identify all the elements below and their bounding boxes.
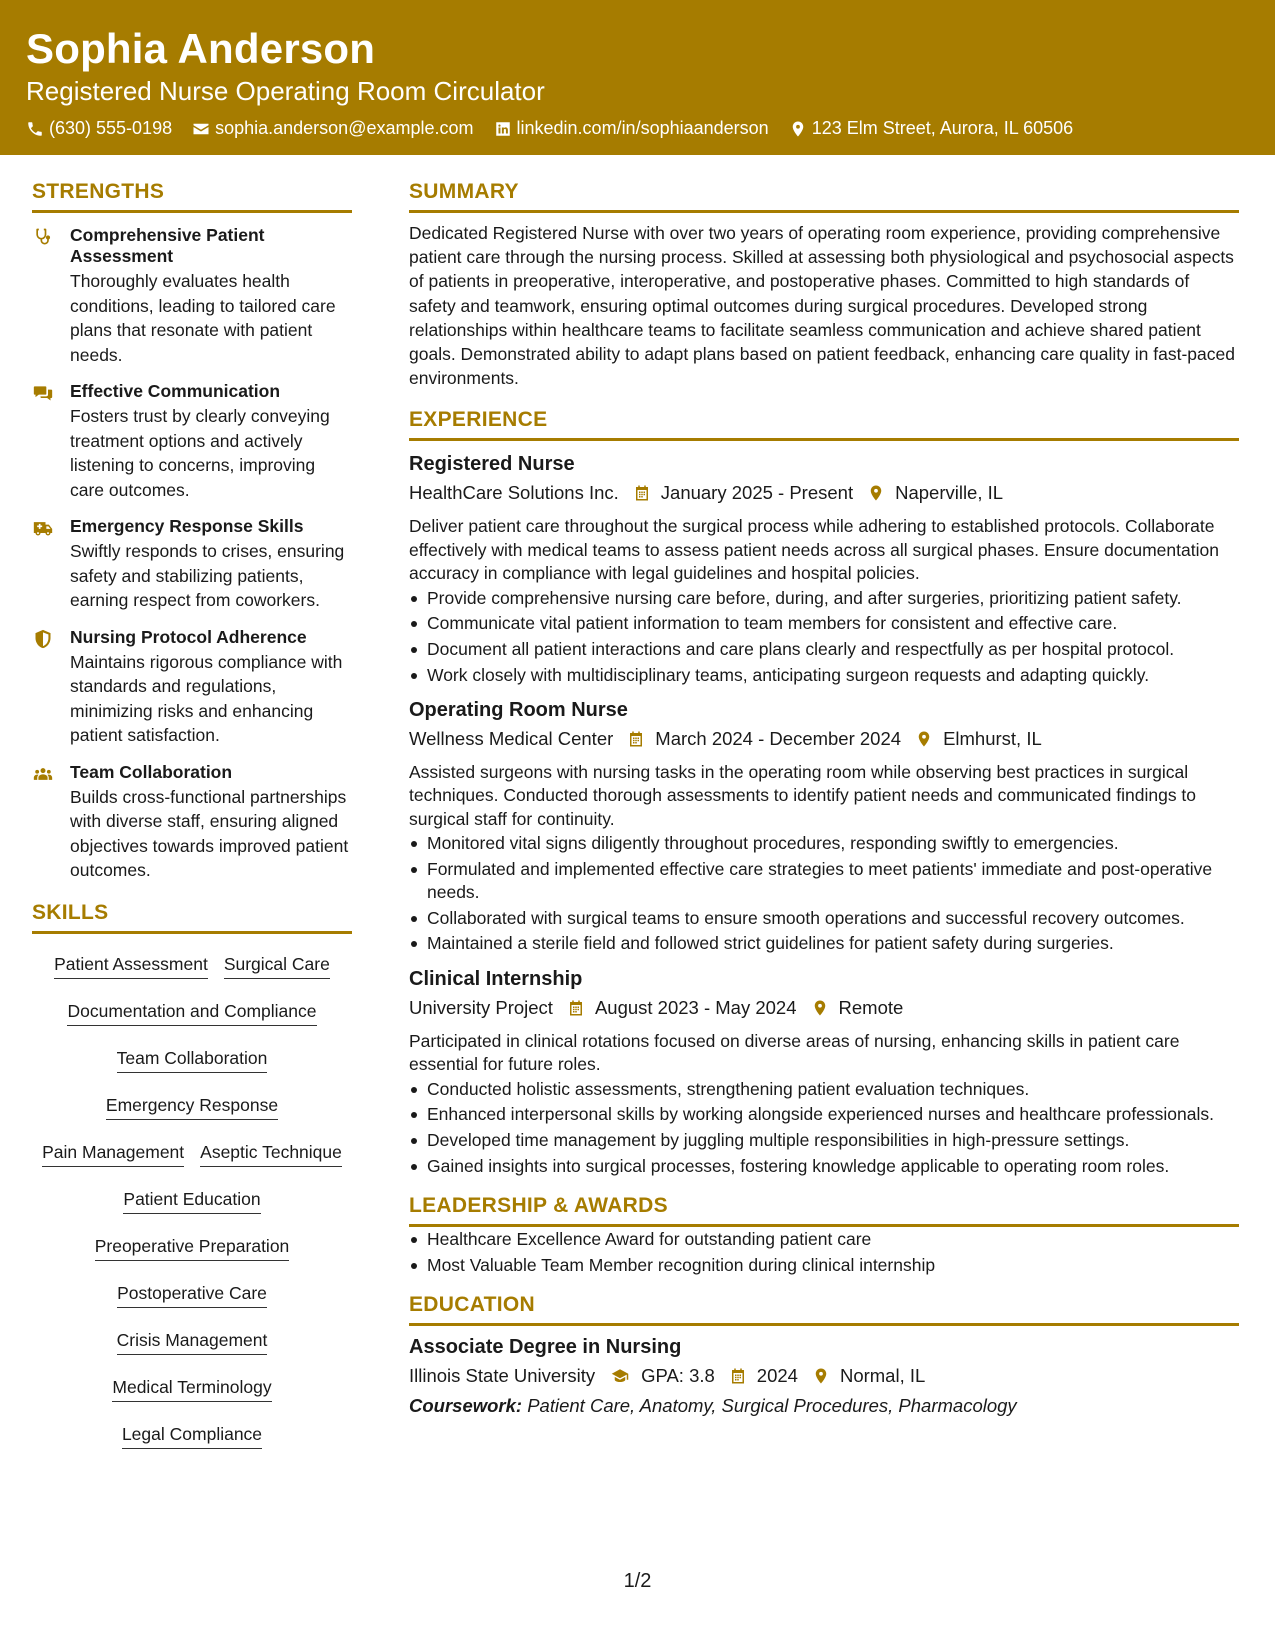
graduation-cap-icon	[609, 1367, 631, 1385]
phone-text: (630) 555-0198	[49, 118, 173, 138]
contact-phone	[26, 118, 172, 139]
skills-heading: SKILLS	[32, 899, 352, 934]
bullet-item: Developed time management by juggling multiple responsibilities in high-pressure settings.	[409, 1129, 1239, 1152]
strength-item	[32, 516, 352, 613]
comments-icon	[32, 383, 54, 403]
skill-tag: Legal Compliance	[122, 1420, 262, 1449]
strength-name: Nursing Protocol Adherence	[70, 626, 307, 647]
job-title: Registered Nurse	[409, 453, 575, 476]
school-location: Normal, IL	[839, 1364, 926, 1386]
strength-item	[32, 225, 352, 367]
skills-list	[32, 944, 352, 1461]
strength-name: Effective Communication	[70, 381, 281, 401]
email-text[interactable]: sophia.anderson@example.com	[215, 118, 474, 138]
job-description: Participated in clinical rotations focused on diverse areas of nursing, enhancing skills in patient care essential for future roles.	[409, 1030, 1180, 1075]
strength-item	[32, 627, 352, 748]
school-name: Illinois State University	[409, 1364, 596, 1386]
bullet-item: Provide comprehensive nursing care before, during, and after surgeries, prioritizing patient safety.	[409, 587, 1239, 610]
job-bullets	[409, 1078, 1239, 1178]
strengths-list	[32, 225, 352, 883]
job-company: University Project	[409, 996, 553, 1018]
skill-tag: Crisis Management	[117, 1326, 268, 1355]
leadership-heading: LEADERSHIP & AWARDS	[409, 1192, 1239, 1227]
bullet-item: Maintained a sterile field and followed strict guidelines for patient safety during surgeries.	[409, 932, 1239, 955]
job-description: Deliver patient care throughout the surgical process while adhering to established protocols. Collaborate effectively with medical teams to assess patient needs across all surgical phases. Ensure documentation accuracy in compliance with legal guidelines and hospital policies.	[409, 516, 1219, 584]
summary-heading: SUMMARY	[409, 178, 1239, 213]
resume-header	[0, 0, 1275, 155]
bullet-item: Document all patient interactions and care plans clearly and respectfully as per hospital protocol.	[409, 638, 1239, 661]
experience-heading: EXPERIENCE	[409, 406, 1239, 441]
job-entry	[409, 451, 1239, 687]
job-meta	[409, 994, 1239, 1022]
award-item: Healthcare Excellence Award for outstanding patient care	[409, 1228, 1239, 1251]
skill-tag: Emergency Response	[106, 1091, 278, 1120]
page-number: 1/2	[623, 1570, 652, 1592]
skills-section	[32, 899, 352, 1461]
strength-item	[32, 381, 352, 502]
contact-linkedin[interactable]	[494, 118, 769, 139]
award-item: Most Valuable Team Member recognition during clinical internship	[409, 1254, 1239, 1277]
job-meta	[409, 479, 1239, 507]
strength-name: Emergency Response Skills	[70, 516, 304, 536]
job-dates: March 2024 - December 2024	[655, 727, 902, 749]
left-column	[32, 178, 352, 1461]
location-pin-icon	[915, 730, 933, 748]
summary-text: Dedicated Registered Nurse with over two years of operating room experience, providing comprehensive patient care through the nursing process. Skilled at assessing both physiological and psychosocial aspects of patients in preoperative, interoperative, and postoperative phases. Committed to high standards of safety and teamwork, ensuring optimal outcomes during surgical procedures. Developed strong relationships within healthcare teams to facilitate seamless communication and achieve shared patient goals. Demonstrated ability to adapt plans based on patient feedback, enhancing care quality in fast-paced environments.	[409, 223, 1235, 389]
strength-desc: Swiftly responds to crises, ensuring safety and stabilizing patients, earning respect from coworkers.	[70, 541, 345, 610]
job-company: HealthCare Solutions Inc.	[409, 482, 619, 504]
skill-tag: Aseptic Technique	[200, 1138, 342, 1167]
skill-tag: Surgical Care	[224, 950, 330, 979]
contact-address	[789, 118, 1074, 139]
strengths-heading: STRENGTHS	[32, 178, 352, 213]
job-entry	[409, 966, 1239, 1178]
contact-email[interactable]	[192, 118, 473, 139]
education-meta	[409, 1362, 1239, 1390]
bullet-item: Formulated and implemented effective care strategies to meet patients' immediate and post-operative needs.	[409, 858, 1239, 904]
linkedin-text[interactable]: linkedin.com/in/sophiaanderson	[516, 118, 769, 138]
location-pin-icon	[789, 120, 807, 138]
bullet-item: Work closely with multidisciplinary teams, anticipating surgeon requests and adapting quickly.	[409, 664, 1239, 687]
bullet-item: Collaborated with surgical teams to ensure smooth operations and successful recovery outcomes.	[409, 907, 1239, 930]
skill-tag: Team Collaboration	[117, 1044, 268, 1073]
strength-name: Comprehensive Patient Assessment	[70, 225, 265, 266]
job-bullets	[409, 832, 1239, 956]
job-dates: January 2025 - Present	[660, 482, 854, 504]
coursework-label: Coursework:	[409, 1394, 523, 1416]
candidate-title: Registered Nurse Operating Room Circulator	[26, 76, 545, 106]
job-meta	[409, 725, 1239, 753]
skill-tag: Pain Management	[42, 1138, 184, 1167]
skill-tag: Postoperative Care	[117, 1279, 267, 1308]
calendar-icon	[633, 484, 651, 502]
job-description: Assisted surgeons with nursing tasks in the operating room while observing best practices in surgical techniques. Conducted thorough assessments to identify patient needs and communicated findings to surgical staff for continuity.	[409, 761, 1197, 829]
address-text: 123 Elm Street, Aurora, IL 60506	[811, 118, 1074, 138]
job-dates: August 2023 - May 2024	[594, 996, 797, 1018]
linkedin-icon	[494, 120, 512, 138]
stethoscope-icon	[32, 227, 54, 247]
envelope-icon	[192, 120, 210, 138]
coursework	[409, 1392, 1239, 1420]
degree-title: Associate Degree in Nursing	[409, 1335, 682, 1358]
leadership-list	[409, 1228, 1239, 1277]
phone-icon	[26, 120, 44, 138]
ambulance-icon	[32, 518, 54, 538]
bullet-item: Communicate vital patient information to team members for consistent and effective care.	[409, 612, 1239, 635]
users-icon	[32, 764, 54, 784]
skill-tag: Documentation and Compliance	[67, 997, 316, 1026]
shield-icon	[32, 629, 54, 649]
skill-tag: Patient Education	[123, 1185, 260, 1214]
candidate-name: Sophia Anderson	[26, 25, 376, 72]
calendar-icon	[567, 999, 585, 1017]
job-location: Elmhurst, IL	[943, 727, 1042, 749]
bullet-item: Conducted holistic assessments, strengthening patient evaluation techniques.	[409, 1078, 1239, 1101]
right-column	[409, 178, 1239, 1420]
location-pin-icon	[867, 484, 885, 502]
strength-name: Team Collaboration	[70, 761, 233, 782]
gpa-value: GPA: 3.8	[641, 1364, 715, 1386]
job-location: Naperville, IL	[895, 482, 1004, 504]
location-pin-icon	[811, 999, 829, 1017]
skill-tag: Preoperative Preparation	[95, 1232, 290, 1261]
strength-item	[32, 762, 352, 883]
education-section	[409, 1291, 1239, 1420]
graduation-year: 2024	[756, 1364, 798, 1386]
job-bullets	[409, 587, 1239, 687]
education-heading: EDUCATION	[409, 1291, 1239, 1326]
strength-desc: Builds cross-functional partnerships with diverse staff, ensuring aligned objectives towards improved patient outcomes.	[70, 786, 349, 880]
bullet-item: Enhanced interpersonal skills by working alongside experienced nurses and healthcare professionals.	[409, 1103, 1239, 1126]
calendar-icon	[627, 730, 645, 748]
location-pin-icon	[812, 1367, 830, 1385]
calendar-icon	[729, 1367, 747, 1385]
contact-row	[26, 118, 1249, 139]
skill-tag: Medical Terminology	[112, 1373, 271, 1402]
job-title: Clinical Internship	[409, 967, 583, 990]
strength-desc: Fosters trust by clearly conveying treatment options and actively listening to concerns, improving care outcomes.	[70, 406, 330, 500]
strength-desc: Thoroughly evaluates health conditions, leading to tailored care plans that resonate with patient needs.	[70, 271, 336, 365]
bullet-item: Gained insights into surgical processes, fostering knowledge applicable to operating room roles.	[409, 1155, 1239, 1178]
job-location: Remote	[838, 996, 904, 1018]
bullet-item: Monitored vital signs diligently throughout procedures, responding swiftly to emergencies.	[409, 832, 1239, 855]
strength-desc: Maintains rigorous compliance with standards and regulations, minimizing risks and enhancing patient satisfaction.	[70, 651, 343, 745]
skill-tag: Patient Assessment	[54, 950, 208, 979]
job-entry	[409, 697, 1239, 956]
job-title: Operating Room Nurse	[409, 698, 628, 721]
coursework-list: Patient Care, Anatomy, Surgical Procedures, Pharmacology	[527, 1394, 1017, 1416]
leadership-section	[409, 1192, 1239, 1277]
job-company: Wellness Medical Center	[409, 727, 614, 749]
